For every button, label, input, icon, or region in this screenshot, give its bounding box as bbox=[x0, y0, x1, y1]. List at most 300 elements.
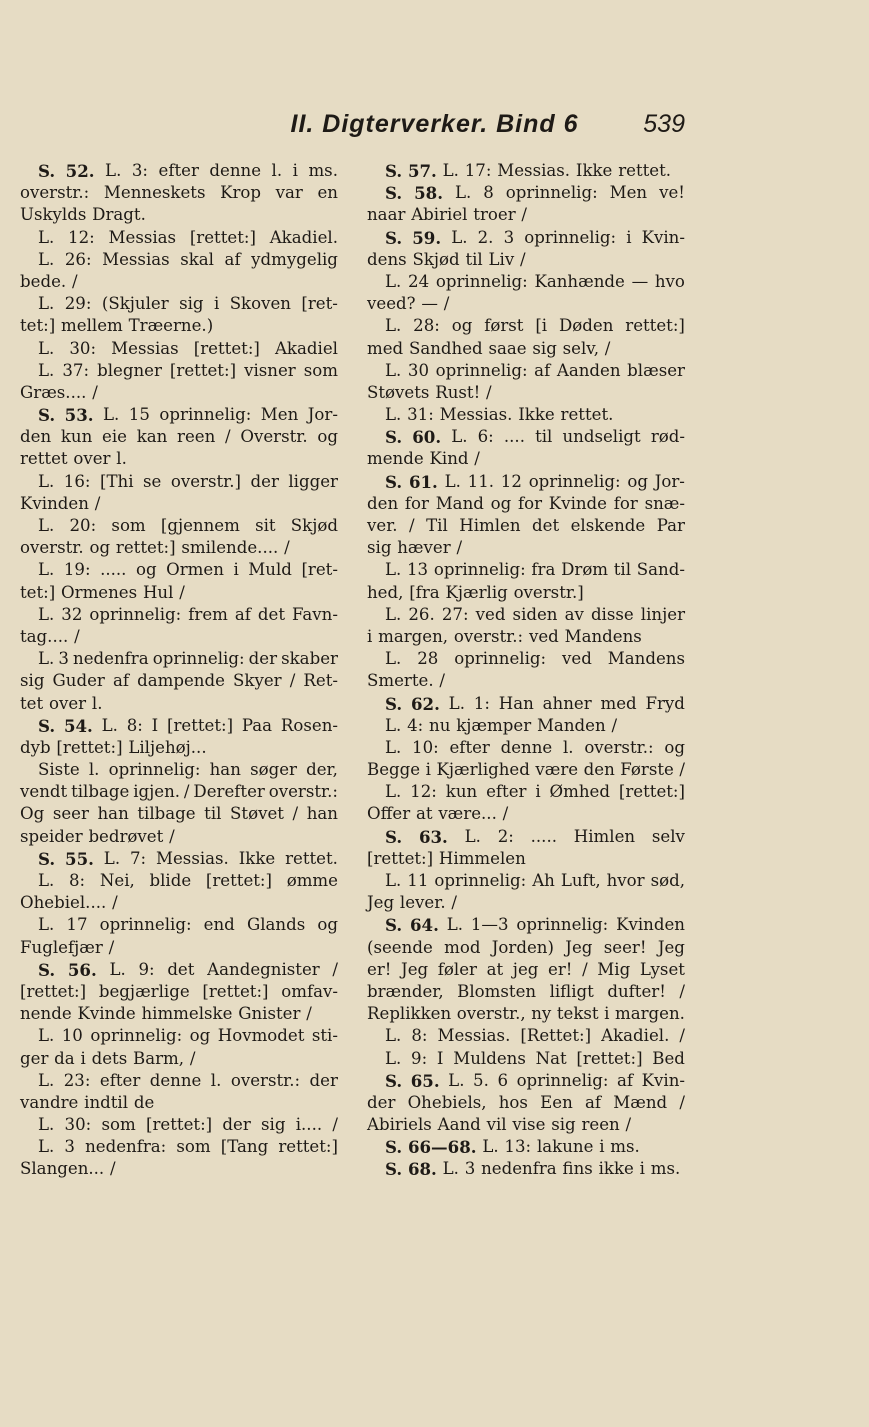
word: L. bbox=[38, 871, 55, 890]
word: / bbox=[439, 671, 446, 691]
word: siden bbox=[512, 604, 558, 624]
word: ger bbox=[20, 1048, 49, 1068]
word: Ormen bbox=[166, 560, 224, 580]
word: i bbox=[604, 1004, 610, 1024]
word: Nat bbox=[535, 1048, 567, 1068]
text-line bbox=[20, 382, 338, 404]
word: lifligt bbox=[549, 981, 594, 1001]
text-line bbox=[20, 759, 338, 781]
word: / bbox=[183, 782, 190, 802]
word: der bbox=[222, 1115, 251, 1135]
word: Støvets bbox=[367, 382, 430, 402]
word: 10 bbox=[61, 1026, 83, 1046]
word: / bbox=[625, 1115, 632, 1135]
word: L. bbox=[385, 1048, 402, 1068]
word: oprinnelig: bbox=[99, 915, 192, 935]
word: / bbox=[520, 249, 526, 269]
word: smilende.... bbox=[181, 538, 279, 558]
word: Messias. bbox=[497, 161, 571, 180]
word: indtil bbox=[84, 1092, 129, 1112]
text-line bbox=[20, 426, 338, 448]
word: ver. bbox=[367, 516, 398, 535]
word: margen. bbox=[614, 1004, 685, 1024]
word: L. bbox=[442, 1159, 459, 1179]
word: l. bbox=[210, 1070, 222, 1090]
word: I bbox=[151, 715, 159, 735]
text-line bbox=[20, 1114, 338, 1136]
word: overstr.: bbox=[268, 782, 338, 802]
text-line bbox=[20, 670, 338, 692]
word: Favn- bbox=[292, 604, 338, 624]
word: Ømhed bbox=[549, 782, 610, 802]
word: der bbox=[367, 1092, 396, 1112]
word: ved bbox=[562, 649, 592, 669]
word: L. bbox=[385, 737, 402, 757]
word: [rettet:] bbox=[166, 715, 234, 735]
word: 28: bbox=[413, 316, 440, 336]
word: Barm, bbox=[133, 1048, 185, 1068]
word: Kjærlig bbox=[445, 582, 508, 602]
word: Ikke bbox=[238, 848, 276, 868]
word: sig bbox=[20, 671, 45, 691]
word: 9: bbox=[411, 1048, 428, 1068]
word: .... bbox=[503, 427, 525, 447]
word: tilbage bbox=[71, 782, 130, 802]
word: Sand- bbox=[636, 560, 685, 580]
word: [rettet:] bbox=[618, 782, 685, 802]
word: brænder, bbox=[367, 981, 444, 1001]
word: L. bbox=[444, 471, 461, 491]
text-line bbox=[367, 1025, 685, 1047]
section-ref: S. bbox=[385, 183, 403, 204]
text-line bbox=[367, 382, 685, 404]
word: L. bbox=[38, 360, 55, 380]
word: 17 bbox=[66, 915, 88, 935]
section-ref: 56. bbox=[67, 959, 97, 980]
text-line bbox=[20, 1092, 338, 1114]
section-ref: S. bbox=[385, 1137, 403, 1158]
word: til bbox=[204, 804, 222, 824]
word: ..... bbox=[530, 826, 557, 846]
word: 13 bbox=[407, 560, 429, 580]
word: ahner bbox=[542, 693, 592, 713]
text-line bbox=[367, 471, 685, 493]
word: 5. bbox=[473, 1070, 489, 1090]
word: af bbox=[224, 249, 241, 269]
word: den bbox=[20, 427, 52, 447]
page-number: 539 bbox=[643, 110, 685, 138]
word: sit bbox=[255, 516, 276, 535]
word: / bbox=[502, 804, 509, 824]
word: Kind bbox=[429, 449, 469, 469]
word: og bbox=[451, 316, 473, 336]
word: margen, bbox=[378, 626, 449, 646]
word: overstr.: bbox=[584, 737, 654, 757]
word: / bbox=[74, 626, 80, 646]
word: over bbox=[48, 693, 87, 713]
word: i bbox=[639, 1159, 645, 1179]
word: L. bbox=[385, 360, 402, 380]
text-line bbox=[20, 1048, 338, 1070]
section-ref: 58. bbox=[414, 183, 444, 204]
word: / bbox=[679, 1092, 685, 1112]
section-ref: 52. bbox=[65, 161, 95, 181]
word: den bbox=[583, 760, 615, 780]
word: være... bbox=[438, 804, 497, 824]
section-ref: 64. bbox=[410, 915, 439, 936]
word: til bbox=[613, 560, 632, 580]
word: — bbox=[631, 271, 649, 291]
word: og bbox=[627, 471, 648, 491]
word: [rettet:] bbox=[20, 981, 87, 1001]
text-line bbox=[367, 204, 685, 226]
word: ms. bbox=[650, 1159, 681, 1179]
text-line bbox=[367, 448, 685, 470]
word: igjen. bbox=[133, 782, 181, 802]
word: [rettet:] bbox=[576, 1048, 643, 1068]
text-line bbox=[367, 1136, 685, 1158]
word: Jeg bbox=[401, 959, 429, 979]
text-line bbox=[367, 182, 685, 204]
word: overstr.] bbox=[513, 582, 584, 602]
word: [rettet:] bbox=[205, 871, 272, 890]
word: L. bbox=[38, 249, 55, 269]
text-line bbox=[367, 1092, 685, 1114]
word: tekst bbox=[556, 1004, 599, 1024]
word: til bbox=[535, 427, 553, 447]
word: det bbox=[257, 604, 286, 624]
text-line bbox=[367, 715, 685, 737]
word: af bbox=[534, 360, 551, 380]
word: 26: bbox=[64, 249, 92, 269]
word: Men bbox=[260, 405, 299, 425]
word: speider bbox=[20, 826, 83, 846]
word: selv, bbox=[562, 338, 599, 358]
word: oprinnelig: bbox=[152, 649, 245, 669]
word: L. bbox=[38, 227, 55, 247]
text-line bbox=[20, 737, 338, 759]
text-line bbox=[367, 315, 685, 337]
word: L. bbox=[38, 516, 55, 535]
word: Ohebiels, bbox=[407, 1092, 487, 1112]
word: / bbox=[611, 715, 618, 735]
word: reen bbox=[581, 1115, 620, 1135]
word: Døden bbox=[558, 316, 614, 336]
word: der bbox=[250, 471, 279, 491]
word: da bbox=[54, 1048, 75, 1068]
text-line bbox=[20, 604, 338, 626]
word: af bbox=[617, 1070, 634, 1090]
text-line bbox=[20, 360, 338, 382]
word: Aand bbox=[437, 1115, 481, 1135]
text-line bbox=[367, 892, 685, 914]
word: / bbox=[332, 1115, 338, 1135]
word: mellem bbox=[61, 316, 123, 336]
text-line bbox=[367, 227, 685, 249]
word: skal bbox=[180, 249, 214, 269]
word: Blomsten bbox=[457, 981, 537, 1001]
word: Messias bbox=[108, 227, 177, 247]
word: / bbox=[679, 981, 685, 1001]
word: Uskylds bbox=[20, 205, 87, 225]
word: søger bbox=[250, 760, 297, 780]
word: og bbox=[89, 538, 111, 558]
word: dyb bbox=[20, 737, 51, 757]
word: / bbox=[189, 1048, 196, 1068]
word: / bbox=[409, 516, 415, 535]
word: [rettet:] bbox=[189, 227, 256, 247]
word: L. bbox=[385, 560, 402, 580]
word: kun bbox=[445, 782, 478, 802]
word: lakune bbox=[536, 1137, 594, 1157]
word: Rosen- bbox=[280, 715, 338, 735]
word: med bbox=[600, 693, 637, 713]
word: 8 bbox=[483, 183, 494, 203]
word: var bbox=[275, 183, 303, 203]
word: Abiriel bbox=[411, 205, 468, 225]
text-line bbox=[367, 826, 685, 848]
word: 9: bbox=[138, 959, 155, 979]
word: L. bbox=[451, 427, 468, 447]
word: Liv bbox=[488, 249, 515, 269]
word: L. bbox=[38, 294, 55, 314]
word: 3 bbox=[464, 1159, 476, 1179]
word: L. bbox=[38, 649, 55, 669]
word: nedenfra bbox=[73, 649, 149, 669]
text-line bbox=[20, 803, 338, 825]
word: denne bbox=[149, 1070, 202, 1090]
word: vendt bbox=[20, 782, 68, 802]
word: en bbox=[317, 183, 338, 203]
text-line bbox=[367, 759, 685, 781]
word: Jeg bbox=[367, 893, 395, 913]
text-line bbox=[20, 338, 338, 360]
word: nu bbox=[429, 715, 451, 735]
word: af bbox=[584, 1092, 602, 1112]
word: blegner bbox=[97, 360, 162, 380]
word: [rettet:] bbox=[367, 848, 434, 868]
word: Til bbox=[426, 516, 448, 535]
word: sig bbox=[367, 538, 392, 558]
word: skaber bbox=[281, 649, 338, 669]
word: Og bbox=[20, 804, 45, 824]
word: sti- bbox=[311, 1026, 338, 1046]
word: sig bbox=[179, 294, 204, 314]
word: vandre bbox=[20, 1092, 79, 1112]
word: 8: bbox=[126, 715, 143, 735]
word: / bbox=[306, 1004, 312, 1024]
section-ref: 68. bbox=[407, 1159, 437, 1180]
word: efter bbox=[158, 161, 199, 180]
word: Messias. bbox=[437, 1026, 511, 1046]
word: L. bbox=[385, 715, 402, 735]
word: lever. bbox=[399, 893, 446, 913]
word: ydmygelig bbox=[251, 249, 338, 269]
word: / bbox=[474, 449, 480, 469]
word: I bbox=[436, 1048, 444, 1068]
word: 37: bbox=[62, 360, 90, 380]
text-line bbox=[20, 826, 338, 848]
word: selv bbox=[651, 826, 685, 846]
text-line bbox=[20, 493, 338, 515]
section-ref: S. bbox=[385, 1159, 403, 1180]
word: kjæmper bbox=[456, 715, 532, 735]
text-line bbox=[20, 648, 338, 670]
word: ve! bbox=[659, 183, 685, 203]
word: Jorden) bbox=[491, 937, 554, 957]
word: L. bbox=[385, 649, 402, 669]
word: 16: bbox=[63, 471, 91, 491]
word: mod bbox=[444, 937, 481, 957]
word: visner bbox=[244, 360, 296, 380]
word: Himlen bbox=[573, 826, 636, 846]
text-line bbox=[367, 914, 685, 936]
text-line bbox=[20, 1003, 338, 1025]
word: nedenfra: bbox=[85, 1137, 167, 1157]
word: Messias bbox=[111, 338, 179, 358]
text-line bbox=[20, 204, 338, 226]
word: Ormenes bbox=[61, 582, 138, 602]
word: / bbox=[456, 538, 463, 558]
word: / bbox=[112, 893, 118, 913]
word: [Rettet:] bbox=[520, 1026, 592, 1046]
word: Rust! bbox=[435, 382, 481, 402]
word: og bbox=[664, 737, 685, 757]
word: at bbox=[415, 804, 433, 824]
section-ref: 60. bbox=[412, 427, 442, 448]
word: Men bbox=[609, 183, 648, 203]
word: i bbox=[233, 560, 239, 580]
word: Jor- bbox=[307, 405, 338, 425]
text-line bbox=[367, 426, 685, 448]
word: bede. bbox=[20, 271, 67, 291]
word: / bbox=[521, 205, 528, 225]
word: Glands bbox=[246, 915, 306, 935]
word: Ah bbox=[532, 871, 555, 890]
word: Kvinden bbox=[616, 915, 685, 935]
word: Guder bbox=[52, 671, 105, 691]
word: L. bbox=[385, 271, 402, 291]
word: og bbox=[490, 493, 512, 513]
word: vil bbox=[486, 1115, 507, 1135]
text-line bbox=[367, 693, 685, 715]
section-ref: 65. bbox=[410, 1070, 440, 1091]
word: overstr.: bbox=[453, 626, 524, 646]
word: Kvin- bbox=[641, 227, 685, 247]
word: L. bbox=[38, 1070, 55, 1090]
word: saae bbox=[488, 338, 527, 358]
word: begjærlige bbox=[98, 981, 190, 1001]
word: Nei, bbox=[99, 871, 135, 890]
section-ref: S. bbox=[38, 161, 56, 181]
word: Første bbox=[620, 760, 674, 780]
word: [ret- bbox=[301, 560, 338, 580]
word: [rettet:] bbox=[169, 360, 237, 380]
word: 29: bbox=[64, 294, 92, 314]
section-ref: 59. bbox=[412, 227, 442, 248]
word: Kvin- bbox=[641, 1070, 685, 1090]
word: 31: bbox=[407, 405, 434, 425]
word: nedenfra bbox=[481, 1159, 557, 1179]
word: for bbox=[404, 493, 429, 513]
word: Kvinde bbox=[548, 493, 608, 513]
word: Hul bbox=[142, 582, 174, 602]
text-line bbox=[367, 1070, 685, 1092]
text-line bbox=[20, 1136, 338, 1158]
text-line bbox=[20, 781, 338, 803]
text-line bbox=[20, 537, 338, 559]
text-line bbox=[20, 249, 338, 271]
word: l. bbox=[271, 161, 283, 180]
word: / bbox=[443, 294, 450, 314]
word: Abiriels bbox=[367, 1115, 432, 1135]
word: 20: bbox=[69, 516, 97, 535]
word: det bbox=[532, 516, 560, 535]
word: hvo bbox=[654, 271, 685, 291]
text-line bbox=[20, 160, 338, 182]
word: / bbox=[179, 582, 185, 602]
word: se bbox=[143, 471, 162, 491]
text-line bbox=[20, 959, 338, 981]
section-ref: S. bbox=[385, 1070, 403, 1091]
word: 24 bbox=[408, 271, 430, 291]
word: til bbox=[465, 249, 483, 269]
word: oprinnelig: bbox=[516, 1070, 609, 1090]
word: er! bbox=[548, 959, 573, 979]
word: 27: bbox=[441, 604, 469, 624]
word: L. bbox=[38, 1115, 55, 1135]
text-line bbox=[367, 559, 685, 581]
word: / bbox=[284, 538, 290, 558]
word: L. bbox=[101, 715, 118, 735]
word: Græs.... bbox=[20, 382, 87, 402]
word: at bbox=[486, 959, 504, 979]
word: L. bbox=[451, 227, 468, 247]
word: dets bbox=[91, 1048, 128, 1068]
word: rettet:] bbox=[625, 316, 685, 336]
word: L. bbox=[464, 826, 481, 846]
word: L. bbox=[38, 1137, 55, 1157]
word: Mig bbox=[597, 959, 631, 979]
section-ref: 55. bbox=[65, 848, 94, 869]
word: 26. bbox=[408, 604, 435, 624]
word: himmelske bbox=[141, 1004, 233, 1024]
text-line bbox=[20, 1158, 338, 1180]
word: snæ- bbox=[644, 493, 685, 513]
word: L. bbox=[385, 316, 402, 336]
text-line bbox=[367, 515, 685, 537]
word: dufter! bbox=[607, 981, 666, 1001]
word: blæser bbox=[627, 360, 685, 380]
word: Aandegnister bbox=[207, 959, 320, 979]
word: som bbox=[176, 1137, 211, 1157]
word: jeg bbox=[512, 959, 539, 979]
word: ny bbox=[531, 1004, 552, 1024]
word: der, bbox=[306, 760, 338, 780]
word: Slangen... bbox=[20, 1159, 105, 1179]
word: Offer bbox=[367, 804, 411, 824]
section-ref: S. bbox=[385, 915, 403, 936]
word: Ret- bbox=[303, 671, 338, 691]
word: rettet. bbox=[285, 848, 338, 868]
word: overstr.] bbox=[170, 471, 242, 491]
word: 28 bbox=[417, 649, 439, 669]
section-ref: S. bbox=[385, 227, 403, 248]
word: rettet bbox=[20, 449, 68, 469]
word: 1: bbox=[473, 693, 490, 713]
word: troer bbox=[473, 205, 516, 225]
word: L. bbox=[385, 871, 402, 890]
